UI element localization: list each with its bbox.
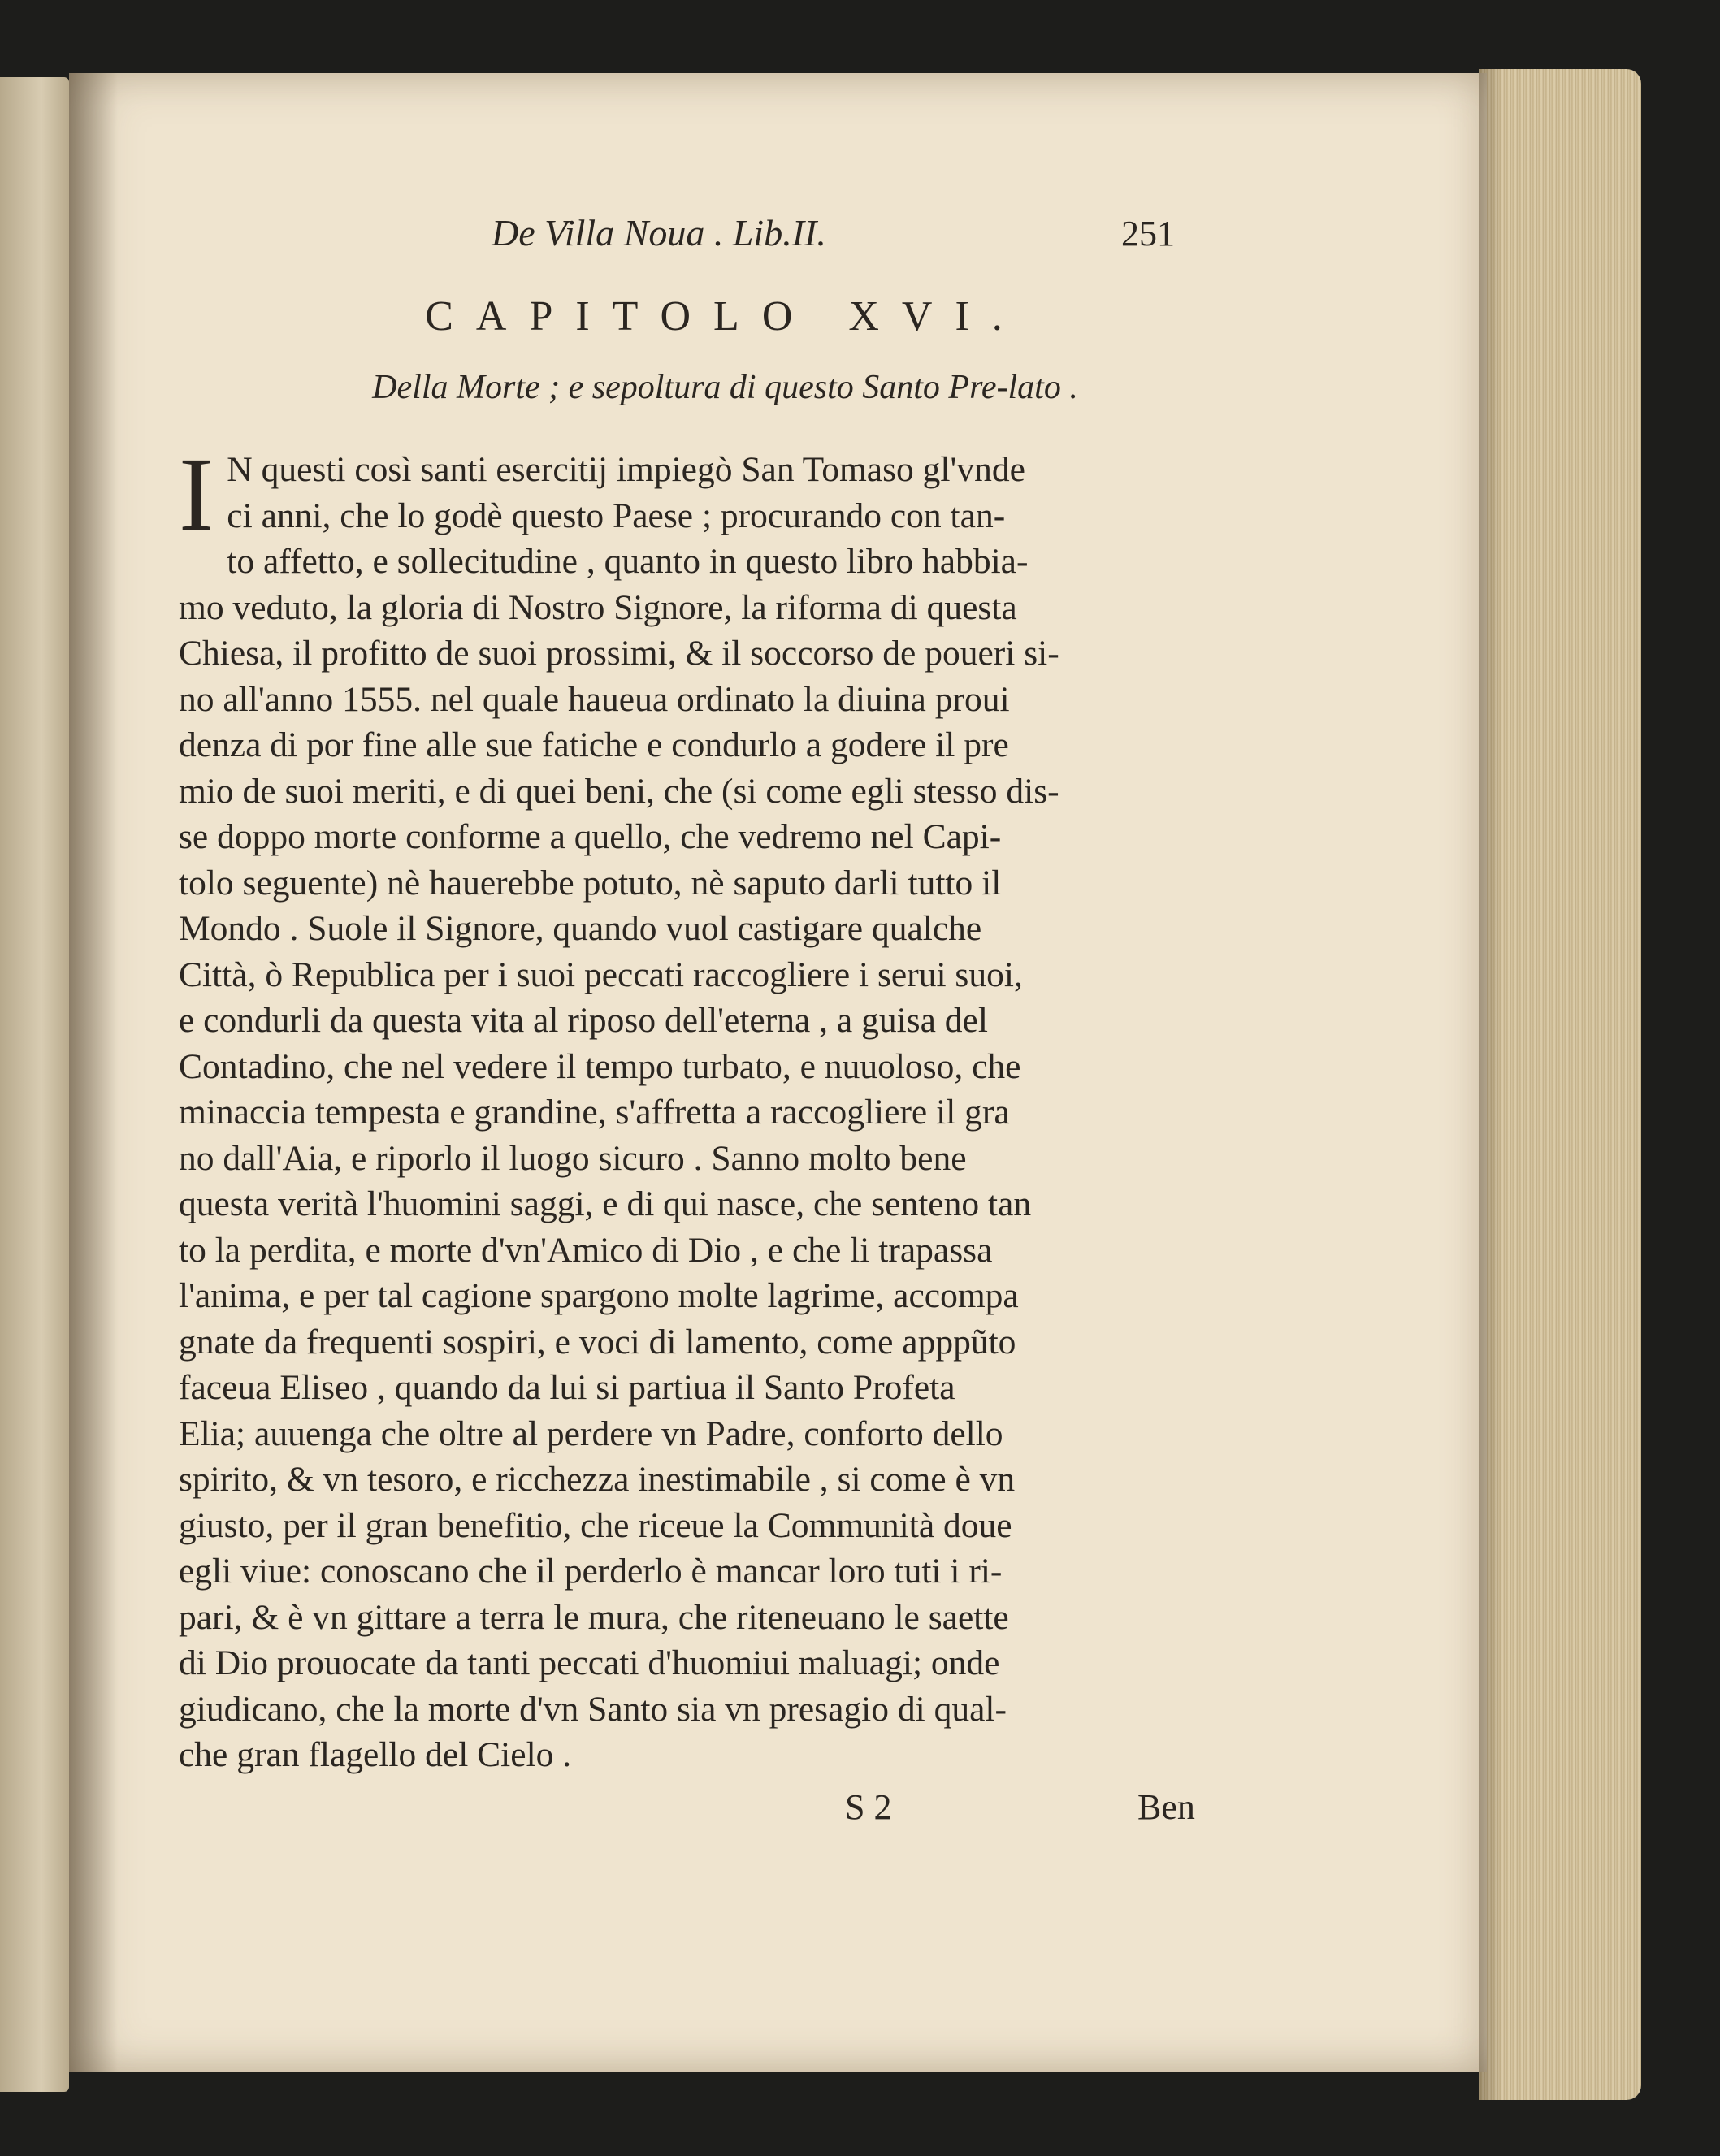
body-line: questa verità l'huomini saggi, e di qui nasce, che senteno tan: [179, 1184, 1032, 1223]
body-line: che gran flagello del Cielo .: [179, 1735, 572, 1774]
body-line: gnate da frequenti sospiri, e voci di lamento, come apppũto: [179, 1322, 1016, 1362]
running-head: [179, 195, 1272, 260]
previous-page-edge: [0, 77, 69, 2092]
page-number: 251: [1121, 214, 1175, 253]
body-line: to affetto, e sollecitudine , quanto in questo libro habbia-: [227, 542, 1029, 581]
body-line: Città, ò Republica per i suoi peccati raccogliere i serui suoi,: [179, 955, 1023, 994]
page-edge-shadow: [1479, 69, 1503, 2100]
body-line: no dall'Aia, e riporlo il luogo sicuro . Sanno molto bene: [179, 1138, 967, 1178]
body-line: mio de suoi meriti, e di quei beni, che (si come egli stesso dis-: [179, 771, 1059, 811]
body-line: Contadino, che nel vedere il tempo turbato, e nuuoloso, che: [179, 1046, 1021, 1086]
body-line: ci anni, che lo godè questo Paese ; procurando con tan-: [227, 496, 1006, 535]
page-footer: [179, 1786, 1272, 1843]
body-line: Chiesa, il profitto de suoi prossimi, & il soccorso de poueri si-: [179, 634, 1059, 673]
page-block-edges: [1479, 69, 1641, 2100]
body-line: spirito, & vn tesoro, e ricchezza inestimabile , si come è vn: [179, 1460, 1016, 1499]
chapter-title: CAPITOLO XVI.: [425, 293, 1025, 340]
body-line: pari, & è vn gittare a terra le mura, che riteneuano le saette: [179, 1597, 1009, 1637]
drop-cap: I: [179, 436, 214, 553]
body-line: faceua Eliseo , quando da lui si partiua il Santo Profeta: [179, 1368, 955, 1407]
body-line: e condurli da questa vita al riposo dell'eterna , a guisa del: [179, 1001, 988, 1040]
body-text: [179, 436, 1272, 1778]
body-line: mo veduto, la gloria di Nostro Signore, la riforma di questa: [179, 587, 1017, 627]
body-line: giudicano, che la morte d'vn Santo sia vn presagio di qual-: [179, 1689, 1007, 1729]
running-title: De Villa Noua . Lib.II.: [492, 212, 826, 253]
body-line: giusto, per il gran benefitio, che riceue la Communità doue: [179, 1505, 1012, 1545]
body-line: N questi così santi esercitij impiegò San Tomaso gl'vnde: [227, 450, 1025, 489]
body-line: no all'anno 1555. nel quale haueua ordinato la diuina proui: [179, 679, 1010, 719]
page-gutter-shadow: [69, 73, 118, 2072]
body-line: Mondo . Suole il Signore, quando vuol castigare qualche: [179, 909, 982, 948]
body-line: minaccia tempesta e grandine, s'affretta a raccogliere il gra: [179, 1093, 1010, 1132]
page-text-area: [179, 195, 1272, 1843]
catchword: Ben: [1137, 1786, 1195, 1827]
body-line: di Dio prouocate da tanti peccati d'huomiui maluagi; onde: [179, 1643, 1000, 1682]
body-line: to la perdita, e morte d'vn'Amico di Dio , e che li trapassa: [179, 1230, 993, 1270]
body-line: Elia; auuenga che oltre al perdere vn Padre, conforto dello: [179, 1414, 1003, 1453]
body-line: tolo seguente) nè hauerebbe potuto, nè saputo darli tutto il: [179, 863, 1002, 903]
body-line: l'anima, e per tal cagione spargono molte lagrime, accompa: [179, 1276, 1019, 1315]
chapter-subtitle: Della Morte ; e sepoltura di questo Santo Pre-lato .: [372, 369, 1078, 406]
body-line: egli viue: conoscano che il perderlo è mancar loro tuti i ri-: [179, 1552, 1003, 1591]
body-line: denza di por fine alle sue fatiche e condurlo a godere il pre: [179, 725, 1009, 764]
body-lines: [179, 436, 1272, 1778]
body-line: se doppo morte conforme a quello, che vedremo nel Capi-: [179, 817, 1002, 856]
signature-mark: S 2: [845, 1786, 892, 1827]
